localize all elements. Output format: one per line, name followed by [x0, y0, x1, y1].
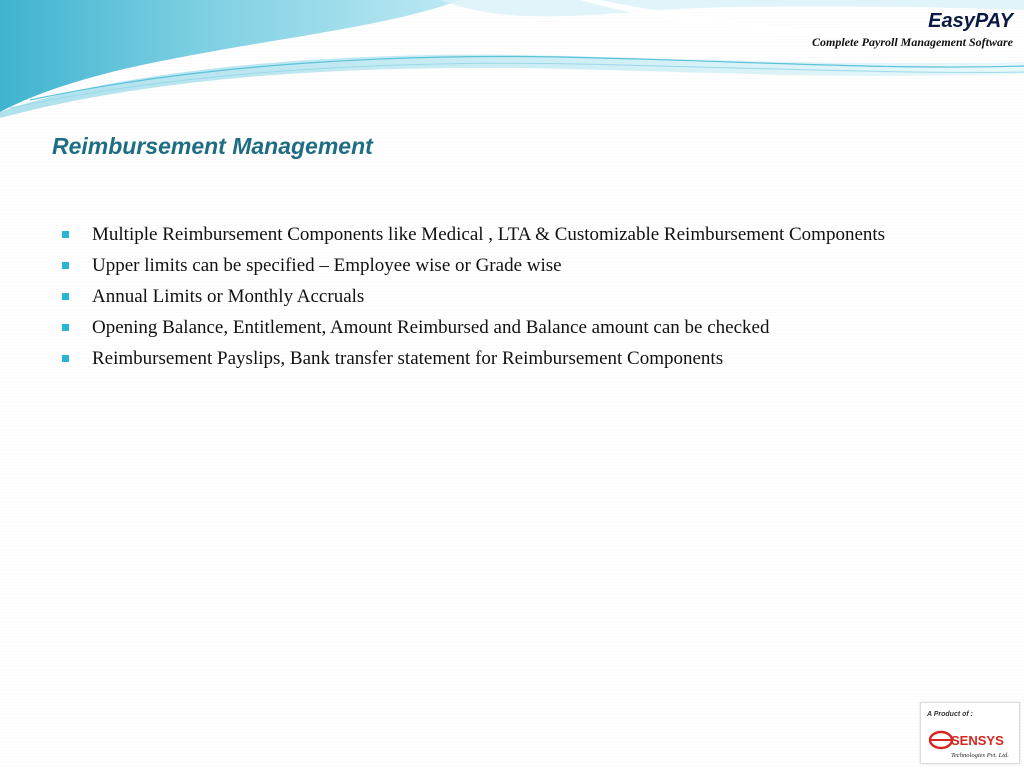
- logo-company-sub: Technologies Pvt. Ltd.: [951, 752, 1009, 759]
- square-bullet-icon: [62, 262, 69, 269]
- bullet-item: [60, 222, 940, 248]
- bullet-text: Opening Balance, Entitlement, Amount Reimbursed and Balance amount can be checked: [92, 317, 770, 338]
- brand-block: [812, 8, 1013, 50]
- bullet-list: [60, 222, 940, 377]
- bullet-item: [60, 284, 940, 310]
- bullet-text: Upper limits can be specified – Employee wise or Grade wise: [92, 255, 562, 276]
- vendor-logo: [920, 702, 1020, 764]
- square-bullet-icon: [62, 355, 69, 362]
- bullet-text: Multiple Reimbursement Components like Medical , LTA & Customizable Reimbursement Components: [92, 224, 886, 245]
- bullet-item: [60, 346, 940, 372]
- sensys-logo-icon: [921, 703, 1019, 763]
- logo-caption: A Product of :: [927, 711, 974, 718]
- brand-tagline: Complete Payroll Management Software: [812, 35, 1013, 49]
- square-bullet-icon: [62, 324, 69, 331]
- bullet-item: [60, 315, 940, 341]
- bullet-item: [60, 253, 940, 279]
- square-bullet-icon: [62, 293, 69, 300]
- slide-title: Reimbursement Management: [52, 133, 373, 159]
- bullet-text: Reimbursement Payslips, Bank transfer statement for Reimbursement Components: [92, 348, 724, 369]
- logo-company: SENSYS: [951, 733, 1004, 748]
- square-bullet-icon: [62, 231, 69, 238]
- bullet-text: Annual Limits or Monthly Accruals: [92, 286, 365, 307]
- brand-name: EasyPAY: [928, 10, 1013, 32]
